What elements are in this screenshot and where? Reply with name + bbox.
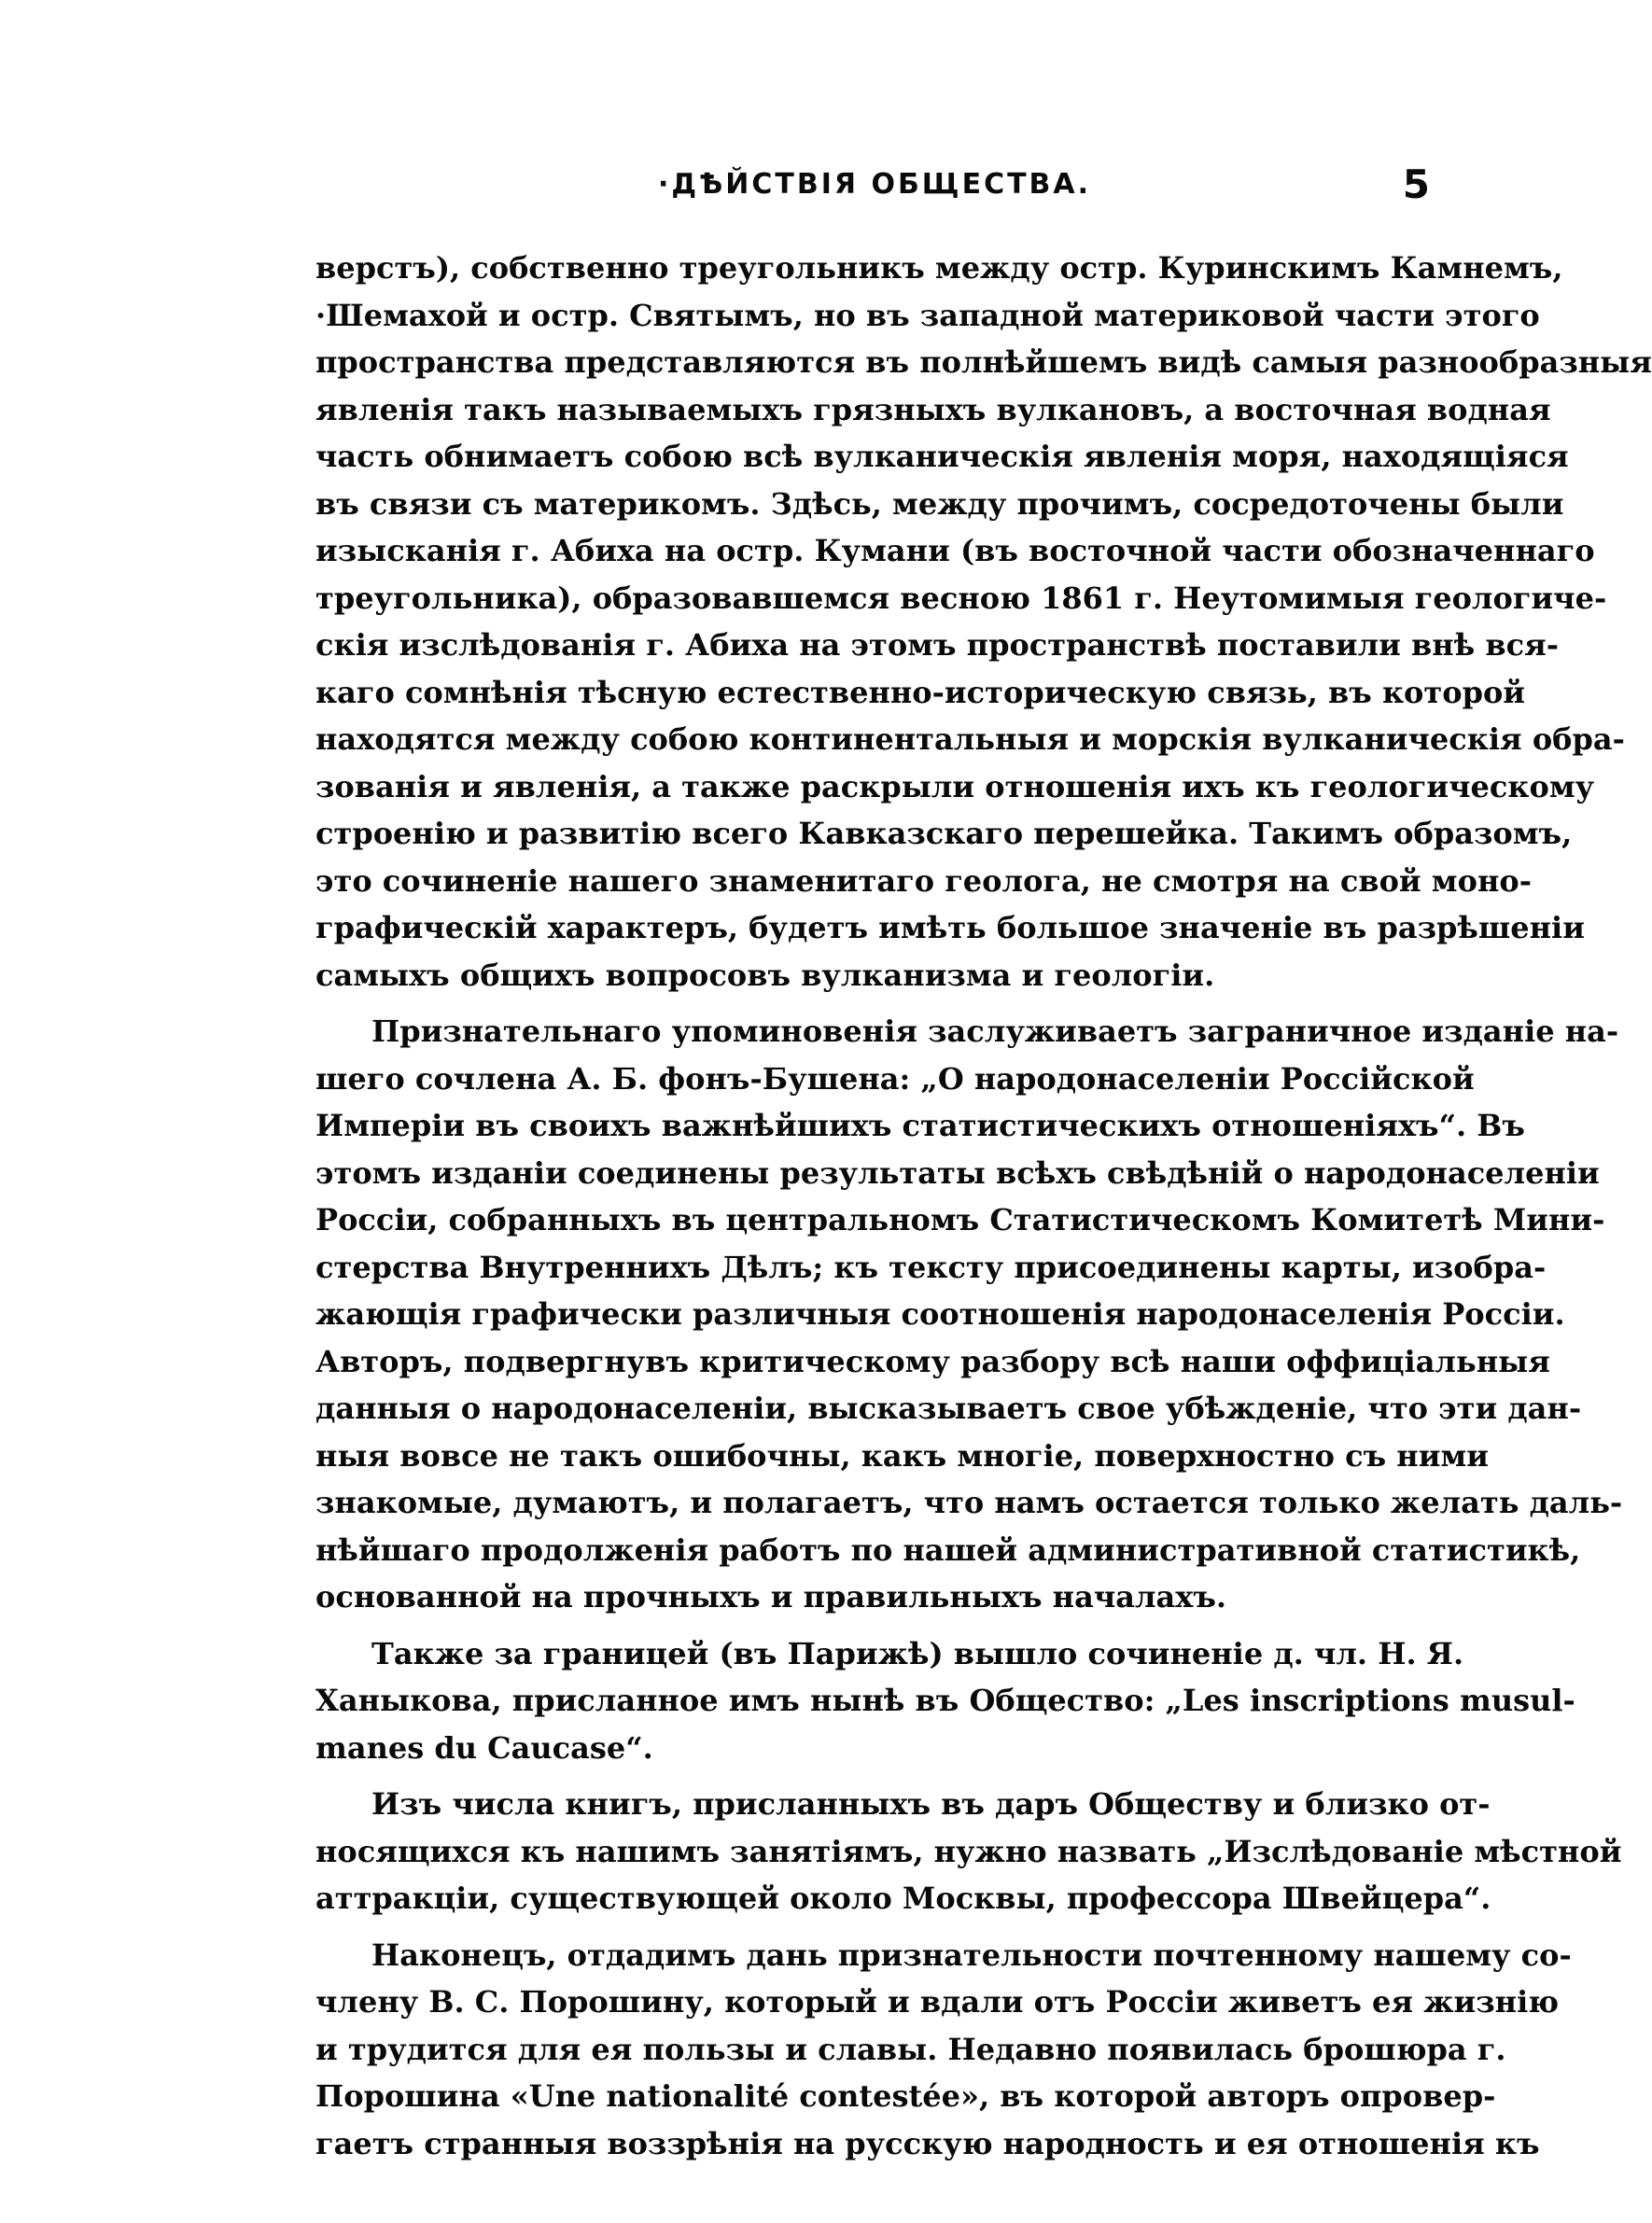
paragraph-gap xyxy=(315,1922,1434,1932)
text-line: въ связи съ материкомъ. Здѣсь, между прочимъ, сосредоточены были xyxy=(315,485,1564,522)
running-title: ·ДѢЙСТВІЯ ОБЩЕСТВА. xyxy=(657,168,1092,201)
text-line: знакомые, думаютъ, и полагаетъ, что намъ остается только желать даль- xyxy=(315,1485,1623,1520)
paragraph xyxy=(315,1630,1575,1772)
text-line: нѣйшаго продолженія работъ по нашей административной статистикѣ, xyxy=(315,1531,1581,1568)
paragraph-gap xyxy=(315,999,1434,1008)
text-line: каго сомнѣнія тѣсную естественно-историческую связь, въ которой xyxy=(315,674,1526,710)
text-line: данныя о народонаселеніи, высказываетъ свое убѣжденіе, что эти дан- xyxy=(315,1391,1582,1426)
paragraph-gap xyxy=(315,1621,1434,1630)
paragraph-gap xyxy=(315,1771,1434,1781)
paragraph xyxy=(315,245,1652,999)
text-line: пространства представляются въ полнѣйшемъ видѣ самыя разнообразныя xyxy=(315,344,1652,380)
text-line: ныя вовсе не такъ ошибочны, какъ многіе, поверхностно съ ними xyxy=(315,1437,1489,1474)
text-line: Россіи, собранныхъ въ центральномъ Статистическомъ Комитетѣ Мини- xyxy=(315,1202,1605,1237)
paragraph xyxy=(315,1932,1572,2168)
text-line: аттракціи, существующей около Москвы, профессора Швейцера“. xyxy=(315,1880,1491,1916)
text-line: стерства Внутреннихъ Дѣлъ; къ тексту присоединены карты, изобра- xyxy=(315,1249,1547,1285)
page-number: 5 xyxy=(1402,161,1430,207)
text-line: Порошина «Une nationalité contestée», въ которой авторъ опровер- xyxy=(315,2078,1496,2114)
text-line: основанной на прочныхъ и правильныхъ началахъ. xyxy=(315,1579,1227,1615)
text-line: Ханыкова, присланное имъ нынѣ въ Общество: „Les inscriptions musul- xyxy=(315,1683,1575,1718)
text-line: зованія и явленія, а также раскрыли отношенія ихъ къ геологическому xyxy=(315,768,1595,804)
text-line: верстъ), собственно треугольникъ между остр. Куринскимъ Камнемъ, xyxy=(315,250,1563,286)
text-body xyxy=(315,245,1652,2167)
text-line: скія изслѣдованія г. Абиха на этомъ пространствѣ поставили внѣ вся- xyxy=(315,627,1559,663)
text-line: часть обнимаетъ собою всѣ вулканическія явленія моря, находящіяся xyxy=(315,439,1569,474)
text-line: графическій характеръ, будетъ имѣть большое значеніе въ разрѣшеніи xyxy=(315,910,1585,945)
running-head xyxy=(315,157,1434,213)
text-line: Изъ числа книгъ, присланныхъ въ даръ Обществу и близко от- xyxy=(371,1786,1491,1822)
text-line: ·Шемахой и остр. Святымъ, но въ западной материковой части этого xyxy=(315,297,1540,333)
text-line: жающія графически различныя соотношенія народонаселенія Россіи. xyxy=(315,1296,1565,1332)
text-line: носящихся къ нашимъ занятіямъ, нужно назвать „Изслѣдованіе мѣстной xyxy=(315,1833,1622,1869)
text-line: Авторъ, подвергнувъ критическому разбору всѣ наши оффиціальныя xyxy=(315,1343,1550,1379)
text-line: самыхъ общихъ вопросовъ вулканизма и геологіи. xyxy=(315,957,1215,993)
text-line: Признательнаго упоминовенія заслуживаетъ заграничное изданіе на- xyxy=(371,1014,1619,1049)
text-line: Имперіи въ своихъ важнѣйшихъ статистическихъ отношеніяхъ“. Въ xyxy=(315,1108,1525,1143)
text-line: строенію и развитію всего Кавказскаго перешейка. Такимъ образомъ, xyxy=(315,816,1573,851)
text-line: этомъ изданіи соединены результаты всѣхъ свѣдѣній о народонаселеніи xyxy=(315,1154,1600,1191)
text-line: изысканія г. Абиха на остр. Кумани (въ восточной части обозначеннаго xyxy=(315,533,1595,568)
text-line: Наконецъ, отдадимъ дань признательности почтенному нашему со- xyxy=(371,1936,1572,1973)
text-line: шего сочлена А. Б. фонъ-Бушена: „О народонаселеніи Россійской xyxy=(315,1060,1475,1097)
text-line: треугольника), образовавшемся весною 1861 г. Неутомимыя геологиче- xyxy=(315,580,1607,616)
paragraph xyxy=(315,1781,1622,1922)
text-line: это сочиненіе нашего знаменитаго геолога, не смотря на свой моно- xyxy=(315,862,1532,899)
text-line: и трудится для ея пользы и славы. Недавно появилась брошюра г. xyxy=(315,2031,1506,2067)
paragraph xyxy=(315,1008,1623,1621)
text-line: гаетъ странныя воззрѣнія на русскую народность и ея отношенія къ xyxy=(315,2125,1540,2161)
text-line: manes du Caucase“. xyxy=(315,1729,653,1766)
text-line: явленія такъ называемыхъ грязныхъ вулкановъ, а восточная водная xyxy=(315,391,1551,427)
text-line: Также за границей (въ Парижѣ) вышло сочиненіе д. чл. Н. Я. xyxy=(371,1635,1464,1671)
text-line: члену В. С. Порошину, который и вдали отъ Россіи живетъ ея жизнію xyxy=(315,1984,1560,2020)
text-line: находятся между собою континентальныя и морскія вулканическія обра- xyxy=(315,721,1625,757)
